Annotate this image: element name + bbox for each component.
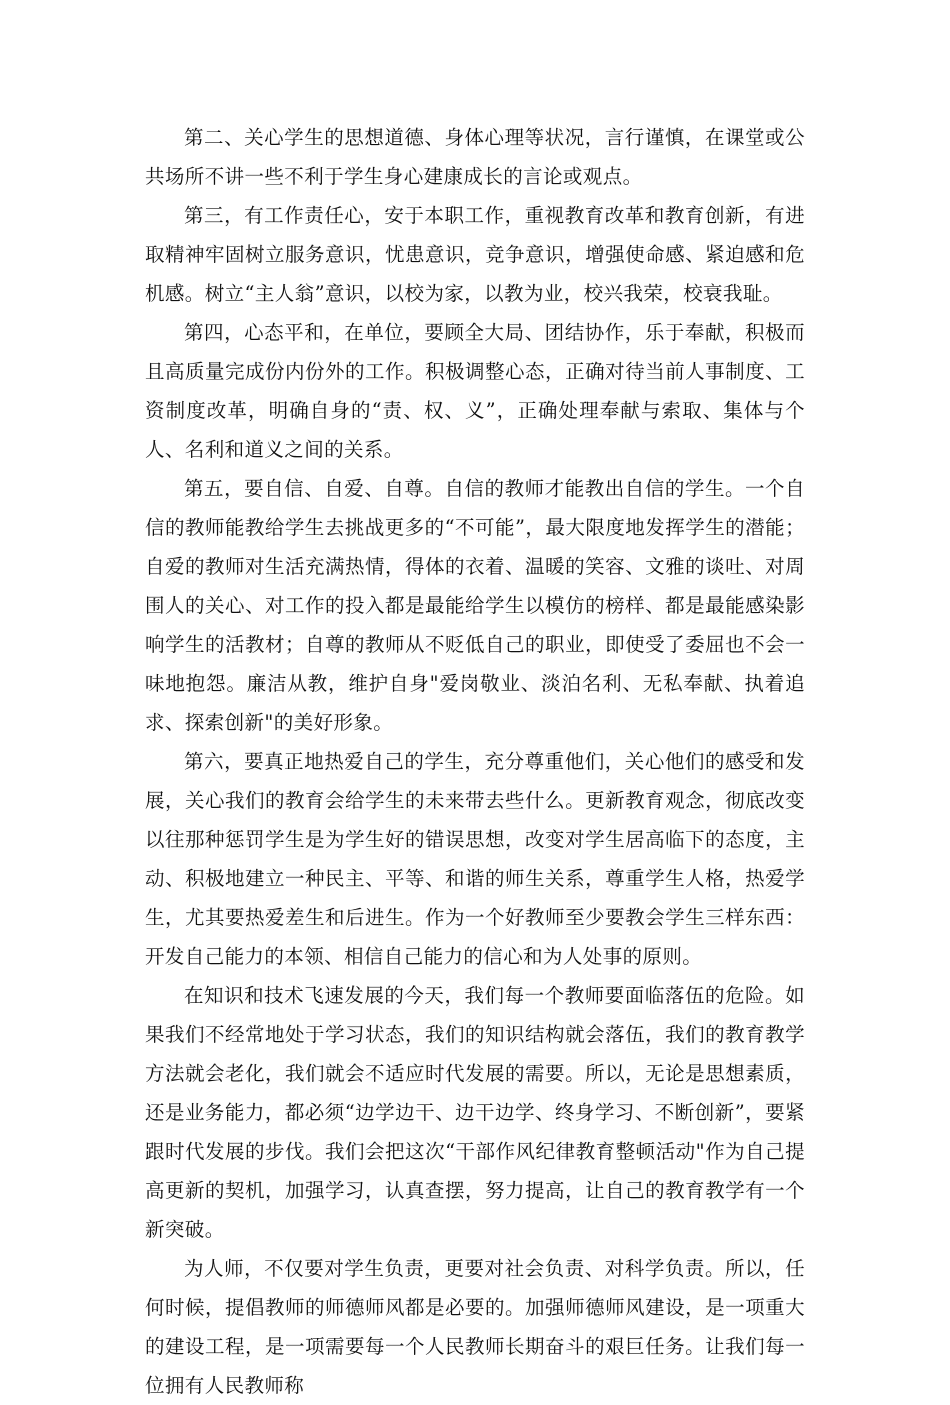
document-body xyxy=(145,118,805,1405)
paragraph-point-five: 第五，要自信、自爱、自尊。自信的教师才能教出自信的学生。一个自信的教师能教给学生去挑战更多的“不可能”，最大限度地发挥学生的潜能；自爱的教师对生活充满热情，得体的衣着、温暖的笑容、文雅的谈吐、对周围人的关心、对工作的投入都是最能给学生以模仿的榜样、都是最能感染影响学生的活教材；自尊的教师从不贬低自己的职业，即使受了委屈也不会一味地抱怨。廉洁从教，维护自身"爱岗敬业、淡泊名利、无私奉献、执着追求、探索创新"的美好形象。 xyxy=(145,477,805,734)
paragraph-point-two: 第二、关心学生的思想道德、身体心理等状况，言行谨慎，在课堂或公共场所不讲一些不利于学生身心建康成长的言论或观点。 xyxy=(145,126,805,188)
paragraph-point-three: 第三，有工作责任心，安于本职工作，重视教育改革和教育创新，有进取精神牢固树立服务意识，忧患意识，竞争意识，增强使命感、紧迫感和危机感。树立“主人翁”意识，以校为家，以教为业，校兴我荣，校衰我耻。 xyxy=(145,204,805,305)
paragraph-teacher-responsibility: 为人师，不仅要对学生负责，更要对社会负责、对科学负责。所以，任何时候，提倡教师的师德师风都是必要的。加强师德师风建设，是一项重大的建设工程，是一项需要每一个人民教师长期奋斗的艰巨任务。让我们每一位拥有人民教师称 xyxy=(145,1257,805,1397)
paragraph-continuous-learning: 在知识和技术飞速发展的今天，我们每一个教师要面临落伍的危险。如果我们不经常地处于学习状态，我们的知识结构就会落伍，我们的教育教学方法就会老化，我们就会不适应时代发展的需要。所以，无论是思想素质，还是业务能力，都必须“边学边干、边干边学、终身学习、不断创新”，要紧跟时代发展的步伐。我们会把这次“干部作风纪律教育整顿活动"作为自己提高更新的契机，加强学习，认真查摆，努力提高，让自己的教育教学有一个新突破。 xyxy=(145,984,805,1241)
paragraph-point-four: 第四，心态平和，在单位，要顾全大局、团结协作，乐于奉献，积极而且高质量完成份内份外的工作。积极调整心态，正确对待当前人事制度、工资制度改革，明确自身的“责、权、义”，正确处理奉献与索取、集体与个人、名利和道义之间的关系。 xyxy=(145,321,805,461)
paragraph-point-six: 第六，要真正地热爱自己的学生，充分尊重他们，关心他们的感受和发展，关心我们的教育会给学生的未来带去些什么。更新教育观念，彻底改变以往那种惩罚学生是为学生好的错误思想，改变对学生居高临下的态度，主动、积极地建立一种民主、平等、和谐的师生关系，尊重学生人格，热爱学生，尤其要热爱差生和后进生。作为一个好教师至少要教会学生三样东西：开发自己能力的本领、相信自己能力的信心和为人处事的原则。 xyxy=(145,750,805,968)
